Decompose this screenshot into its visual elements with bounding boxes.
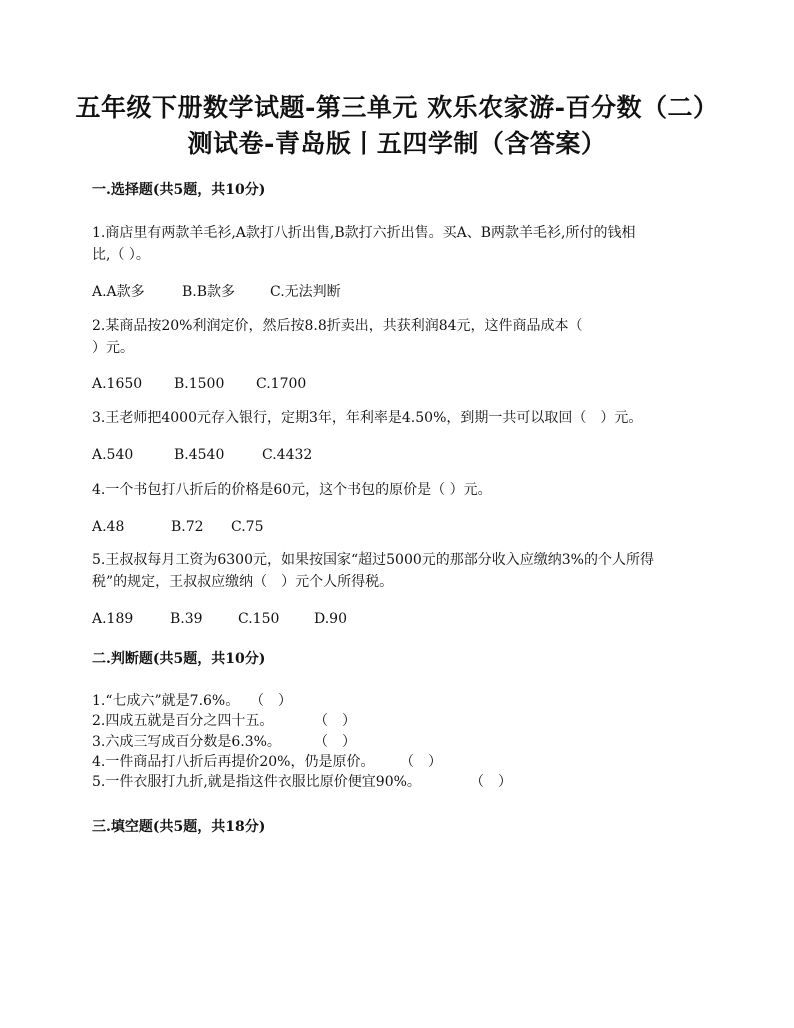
question-4 bbox=[92, 479, 712, 501]
option: D.90 bbox=[314, 611, 347, 627]
option: C.4432 bbox=[262, 447, 313, 463]
question-5-options bbox=[92, 609, 347, 629]
option: B.39 bbox=[170, 611, 203, 627]
question-1 bbox=[92, 222, 712, 266]
question-text: 5.王叔叔每月工资为6300元，如果按国家“超过5000元的那部分收入应缴纳3%的个人所得 bbox=[92, 552, 654, 568]
answer-parentheses: （ ） bbox=[470, 774, 512, 790]
judgement-item: 1.“七成六”就是7.6%。 bbox=[92, 693, 240, 709]
option: A.1650 bbox=[92, 376, 143, 392]
option: A.48 bbox=[92, 519, 125, 535]
option: C.75 bbox=[231, 519, 264, 535]
question-3 bbox=[92, 407, 712, 429]
question-text: 4.一个书包打八折后的价格是60元，这个书包的原价是（ ）元。 bbox=[92, 482, 492, 498]
option: B.1500 bbox=[174, 376, 225, 392]
answer-parentheses: （ ） bbox=[250, 693, 292, 709]
judgement-item: 4.一件商品打八折后再提价20%，仍是原价。 bbox=[92, 754, 375, 770]
question-text: 税”的规定，王叔叔应缴纳（ ）元个人所得税。 bbox=[92, 574, 394, 590]
option: C.无法判断 bbox=[270, 284, 341, 300]
judgement-item: 5.一件衣服打九折,就是指这件衣服比原价便宜90%。 bbox=[92, 774, 421, 790]
question-5 bbox=[92, 549, 712, 593]
option: B.B款多 bbox=[182, 284, 236, 300]
question-text: 3.王老师把4000元存入银行，定期3年，年利率是4.50%，到期一共可以取回（ ）元。 bbox=[92, 410, 643, 426]
question-1-options bbox=[92, 282, 341, 302]
option: A.A款多 bbox=[92, 284, 145, 300]
answer-parentheses: （ ） bbox=[314, 713, 356, 729]
option: B.4540 bbox=[174, 447, 225, 463]
question-text: 2.某商品按20%利润定价，然后按8.8折卖出，共获利润84元，这件商品成本（ bbox=[92, 318, 583, 334]
option: A.540 bbox=[92, 447, 134, 463]
judgement-item: 3.六成三写成百分数是6.3%。 bbox=[92, 734, 281, 750]
answer-parentheses: （ ） bbox=[400, 754, 442, 770]
question-4-options bbox=[92, 517, 263, 537]
answer-parentheses: （ ） bbox=[314, 734, 356, 750]
section-heading-choice: 一.选择题(共5题，共10分) bbox=[92, 182, 266, 198]
section-heading-fill-in: 三.填空题(共5题，共18分) bbox=[92, 819, 266, 835]
question-text: 1.商店里有两款羊毛衫,A款打八折出售,B款打六折出售。买A、B两款羊毛衫,所付的钱相 bbox=[92, 225, 636, 241]
question-text: 比,（ ）。 bbox=[92, 247, 150, 263]
question-text: ）元。 bbox=[92, 340, 134, 356]
page-title-line-1: 五年级下册数学试题-第三单元 欢乐农家游-百分数（二） bbox=[75, 93, 719, 122]
question-2-options bbox=[92, 374, 306, 394]
page-title-line-2: 测试卷-青岛版丨五四学制（含答案） bbox=[187, 129, 607, 158]
option: C.1700 bbox=[256, 376, 307, 392]
question-2 bbox=[92, 315, 712, 359]
option: C.150 bbox=[238, 611, 280, 627]
section-heading-judgement: 二.判断题(共5题，共10分) bbox=[92, 651, 266, 667]
judgement-item: 2.四成五就是百分之四十五。 bbox=[92, 713, 274, 729]
option: B.72 bbox=[171, 519, 204, 535]
question-3-options bbox=[92, 445, 312, 465]
option: A.189 bbox=[92, 611, 134, 627]
